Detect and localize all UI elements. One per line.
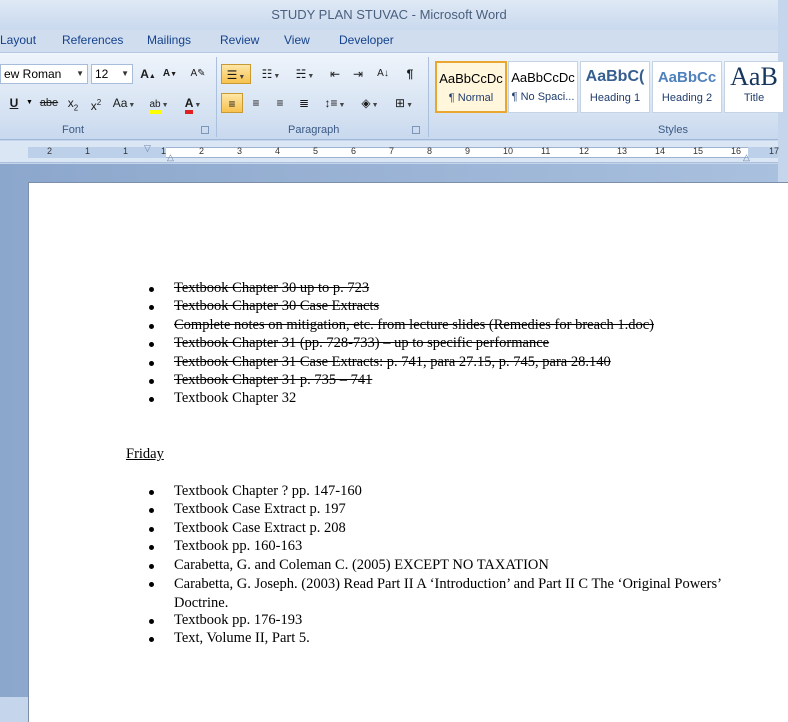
font-size-field[interactable] — [91, 64, 133, 84]
bullet-icon — [149, 508, 154, 513]
align-center-icon: ≡ — [252, 96, 260, 110]
style-preview: AaBbCcDc — [511, 70, 575, 85]
group-separator — [216, 57, 217, 137]
bullet-icon — [149, 305, 154, 310]
ruler-tick-label: 10 — [503, 146, 514, 156]
horizontal-ruler[interactable] — [0, 141, 778, 163]
ruler-tick-label: 12 — [579, 146, 590, 156]
increase-indent-button[interactable] — [348, 64, 368, 84]
multilevel-list-icon: ☵ — [295, 67, 307, 81]
style-name: Heading 2 — [661, 92, 713, 104]
line-spacing-button[interactable]: ↕≡▼ — [324, 96, 346, 110]
ruler-tick-label: 2 — [47, 146, 53, 156]
ribbon — [0, 52, 778, 140]
bullet-icon — [149, 397, 154, 402]
line-spacing-icon: ↕≡ — [324, 96, 338, 110]
document-title: STUDY PLAN STUVAC — [271, 7, 409, 22]
pilcrow-icon: ¶ — [406, 67, 414, 81]
title-separator: - — [408, 7, 420, 22]
ruler-tick-label: 16 — [731, 146, 742, 156]
styles-group-label: Styles — [658, 124, 688, 136]
list-item-text: Carabetta, G. Joseph. (2003) Read Part II A ‘Introduction’ and Part II C The ‘Original Powers’ Doctrine. — [174, 576, 721, 611]
ruler-tick-label: 17 — [769, 146, 780, 156]
bullet-icon — [149, 637, 154, 642]
ruler-tick-label: 4 — [275, 146, 281, 156]
align-right-button[interactable] — [269, 93, 291, 113]
highlighter-icon: ab — [149, 99, 160, 114]
ribbon-tabs — [0, 30, 778, 52]
font-name-field[interactable] — [0, 64, 88, 84]
list-item-text: Textbook Case Extract p. 197 — [174, 501, 346, 518]
style-title[interactable] — [724, 61, 784, 113]
bullet-icon — [149, 379, 154, 384]
document-page[interactable] — [28, 182, 788, 722]
justify-button[interactable] — [293, 93, 315, 113]
list-item-text: Textbook Chapter 30 up to p. 723 — [174, 280, 370, 296]
style-name: ¶ No Spaci... — [511, 91, 575, 103]
list-item-text: Textbook Chapter ? pp. 147-160 — [174, 483, 362, 499]
align-right-icon: ≡ — [276, 96, 284, 110]
right-indent-marker[interactable]: △ — [743, 152, 750, 162]
ruler-tick-label: 1 — [123, 146, 129, 156]
borders-button[interactable]: ⊞▼ — [395, 96, 413, 110]
bullet-icon — [149, 582, 154, 587]
list-item-text: Textbook Chapter 31 Case Extracts: p. 741, para 27.15, p. 745, para 28.140 — [174, 353, 611, 370]
ruler-tick-label: 2 — [199, 146, 205, 156]
font-name-value: ew Roman — [4, 67, 62, 81]
bullet-icon — [149, 342, 154, 347]
chevron-down-icon: ▼ — [76, 69, 84, 78]
left-indent-marker[interactable]: △ — [167, 152, 174, 162]
grow-font-button[interactable]: A▲ — [140, 67, 156, 81]
tab-developer[interactable]: Developer — [339, 33, 394, 47]
chevron-down-icon: ▼ — [26, 99, 33, 106]
bullet-icon — [149, 287, 154, 292]
document-workspace — [0, 164, 778, 697]
numbering-button[interactable]: ☷▼ — [261, 67, 281, 81]
list-item-text: Carabetta, G. and Coleman C. (2005) EXCEPT NO TAXATION — [174, 556, 549, 573]
list-item-text: Complete notes on mitigation, etc. from lecture slides (Remedies for breach 1.doc) — [174, 316, 654, 333]
ruler-tick-label: 9 — [465, 146, 471, 156]
bullet-icon — [149, 619, 154, 624]
ruler-tick-label: 14 — [655, 146, 666, 156]
font-color-button[interactable]: A▼ — [178, 93, 208, 113]
bullet-icon — [149, 324, 154, 329]
list-item-text: Text, Volume II, Part 5. — [174, 630, 310, 647]
style-name: Heading 1 — [589, 92, 641, 104]
title-bar — [0, 0, 778, 30]
style-name: Title — [743, 92, 765, 104]
list-item-text: Textbook Case Extract p. 208 — [174, 519, 346, 536]
list-item-text: Textbook pp. 160-163 — [174, 538, 303, 555]
subscript-button[interactable]: $x_2$ — [67, 96, 79, 113]
bullet-icon — [149, 545, 154, 550]
style-preview: AaB — [730, 62, 778, 91]
tab-view[interactable]: View — [284, 33, 310, 47]
font-size-value: 12 — [95, 67, 109, 81]
list-item-text: Textbook Chapter 30 Case Extracts — [174, 298, 380, 315]
sort-icon: A↓ — [377, 68, 389, 79]
font-color-icon: A — [185, 96, 194, 114]
font-group-label: Font — [62, 124, 85, 136]
style-normal[interactable] — [435, 61, 507, 113]
bullet-list-icon: ☰ — [226, 68, 238, 82]
underline-button[interactable]: U — [9, 96, 19, 110]
shading-button[interactable]: ◈▼ — [361, 96, 379, 110]
change-case-button[interactable]: Aa▼ — [112, 96, 136, 110]
ruler-tick-label: 5 — [313, 146, 319, 156]
show-formatting-button[interactable] — [399, 64, 421, 84]
clear-formatting-button[interactable] — [187, 64, 209, 84]
tab-layout[interactable]: Layout — [0, 33, 37, 47]
strikethrough-button[interactable]: abe — [39, 97, 59, 109]
style-heading-1[interactable] — [580, 61, 650, 113]
sort-button[interactable] — [372, 64, 394, 84]
superscript-button[interactable]: $x^2$ — [90, 98, 102, 113]
bullets-button[interactable]: ☰▼ — [221, 64, 251, 84]
highlight-button[interactable]: ab▼ — [144, 93, 174, 113]
align-left-icon: ≡ — [228, 97, 236, 111]
align-center-button[interactable] — [245, 93, 267, 113]
ruler-tick-label: 7 — [389, 146, 395, 156]
paragraph-dialog-launcher[interactable] — [412, 126, 420, 134]
style-heading-2[interactable] — [652, 61, 722, 113]
decrease-indent-button[interactable] — [325, 64, 345, 84]
ruler-tick-label: 1 — [161, 146, 167, 156]
tab-review[interactable]: Review — [220, 33, 260, 47]
ruler-tick-label: 1 — [85, 146, 91, 156]
list-item-text: Textbook Chapter 32 — [174, 390, 297, 407]
numbered-list-icon: ☷ — [261, 67, 273, 81]
bullet-icon — [149, 361, 154, 366]
justify-icon: ≣ — [298, 96, 310, 110]
bullet-icon — [149, 527, 154, 532]
align-left-button[interactable] — [221, 93, 243, 113]
border-icon: ⊞ — [395, 96, 406, 110]
shrink-font-button[interactable]: A▼ — [162, 68, 178, 79]
list-item-text: Textbook Chapter 31 p. 735 – 741 — [174, 372, 373, 388]
list-item-text: Textbook Chapter 31 (pp. 728-733) – up to specific performance — [174, 335, 550, 352]
eraser-icon: A✎ — [190, 68, 206, 79]
ruler-tick-label: 8 — [427, 146, 433, 156]
font-dialog-launcher[interactable] — [201, 126, 209, 134]
ruler-tick-label: 13 — [617, 146, 628, 156]
ruler-tick-label: 3 — [237, 146, 243, 156]
bullet-icon — [149, 564, 154, 569]
outdent-icon: ⇤ — [329, 67, 341, 81]
style-preview: AaBbCcDc — [439, 71, 503, 86]
indent-icon: ⇥ — [352, 67, 364, 81]
list-item-text: Textbook pp. 176-193 — [174, 612, 303, 628]
tab-mailings[interactable]: Mailings — [147, 33, 192, 47]
bullet-icon — [149, 490, 154, 495]
paragraph-group-label: Paragraph — [288, 124, 340, 136]
paint-bucket-icon: ◈ — [361, 96, 371, 110]
section-heading-friday: Friday — [126, 446, 164, 462]
style-preview: AaBbCc — [657, 69, 717, 86]
multilevel-list-button[interactable]: ☵▼ — [295, 67, 315, 81]
first-line-indent-marker[interactable]: ▽ — [144, 143, 151, 153]
ruler-tick-label: 6 — [351, 146, 357, 156]
ruler-tick-label: 15 — [693, 146, 704, 156]
style-no-spacing[interactable] — [508, 61, 578, 113]
style-preview: AaBbC( — [585, 68, 645, 85]
ruler-tick-label: 11 — [541, 146, 551, 156]
app-title: Microsoft Word — [419, 7, 507, 22]
group-separator — [428, 57, 429, 137]
style-name: ¶ Normal — [448, 92, 494, 104]
tab-references[interactable]: References — [62, 33, 124, 47]
chevron-down-icon: ▼ — [121, 69, 129, 78]
